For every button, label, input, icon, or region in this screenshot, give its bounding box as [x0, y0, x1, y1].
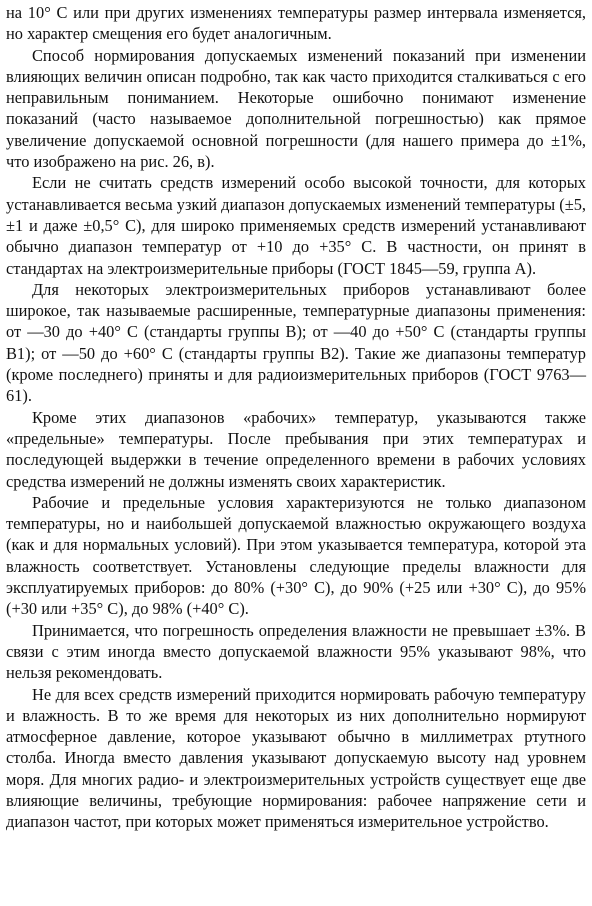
paragraph-normalization-method: Способ нормирования допускаемых изменений показаний при изменении влияющих величин описан подробно, так как часто приходится сталкиваться с его неправильным пониманием. Некоторые ошибочно понимают изменение показаний (часто называемое дополнительной погрешностью) как прямое увеличение допускаемой основной погрешности (для нашего примера до ±1%, что изображено на рис. 26, в).	[6, 45, 586, 172]
paragraph-temperature-range: Если не считать средств измерений особо высокой точности, для которых устанавливается весьма узкий диапазон допускаемых изменений температуры (±5, ±1 и даже ±0,5° С), для широко применяемых средств измерений устанавливают обычно диапазон температур от +10 до +35° С. В частности, он принят в стандартах на электроизмерительные приборы (ГОСТ 1845—59, группа А).	[6, 173, 586, 278]
paragraph-humidity-limits: Рабочие и предельные условия характеризуются не только диапазоном температуры, но и наибольшей допускаемой влажностью окружающего воздуха (как и для нормальных условий). При этом указывается температура, которой эта влажность соответствует. Установлены следующие пределы влажности для эксплуатируемых приборов: до 80% (+30° С), до 90% (+25 или +30° С), до 95% (+30 или +35° С), до 98% (+40° С).	[6, 492, 586, 619]
paragraph-extended-ranges: Для некоторых электроизмерительных приборов устанавливают более широкое, так называемые расширенные, температурные диапазоны применения: от —30 до +40° С (стандарты группы В); от —40 до +50° С (стандарты группы В1); от —50 до +60° С (стандарты группы В2). Такие же диапазоны температур (кроме последнего) приняты и для радиоизмерительных приборов (ГОСТ 9763—61).	[6, 279, 586, 406]
paragraph-other-quantities: Не для всех средств измерений приходится нормировать рабочую температуру и влажность. В то же время для некоторых из них дополнительно нормируют атмосферное давление, которое указывают обычно в миллиметрах ртутного столба. Иногда вместо давления указывают допускаемую высоту над уровнем моря. Для многих радио- и электроизмерительных устройств существует еще две влияющие величины, требующие нормирования: рабочее напряжение сети и диапазон частот, при которых может применяться измерительное устройство.	[6, 684, 586, 832]
paragraph-humidity-error: Принимается, что погрешность определения влажности не превышает ±3%. В связи с этим иногда вместо допускаемой влажности 95% указывают 98%, что нельзя рекомендовать.	[6, 620, 586, 683]
document-page	[6, 2, 586, 833]
paragraph-continuation: на 10° С или при других изменениях температуры размер интервала изменяется, но характер смещения его будет аналогичным.	[6, 3, 586, 44]
paragraph-limit-temperatures: Кроме этих диапазонов «рабочих» температур, указываются также «предельные» температуры. После пребывания при этих температурах и последующей выдержки в течение определенного времени в рабочих условиях средства измерений не должны изменять своих характеристик.	[6, 407, 586, 491]
